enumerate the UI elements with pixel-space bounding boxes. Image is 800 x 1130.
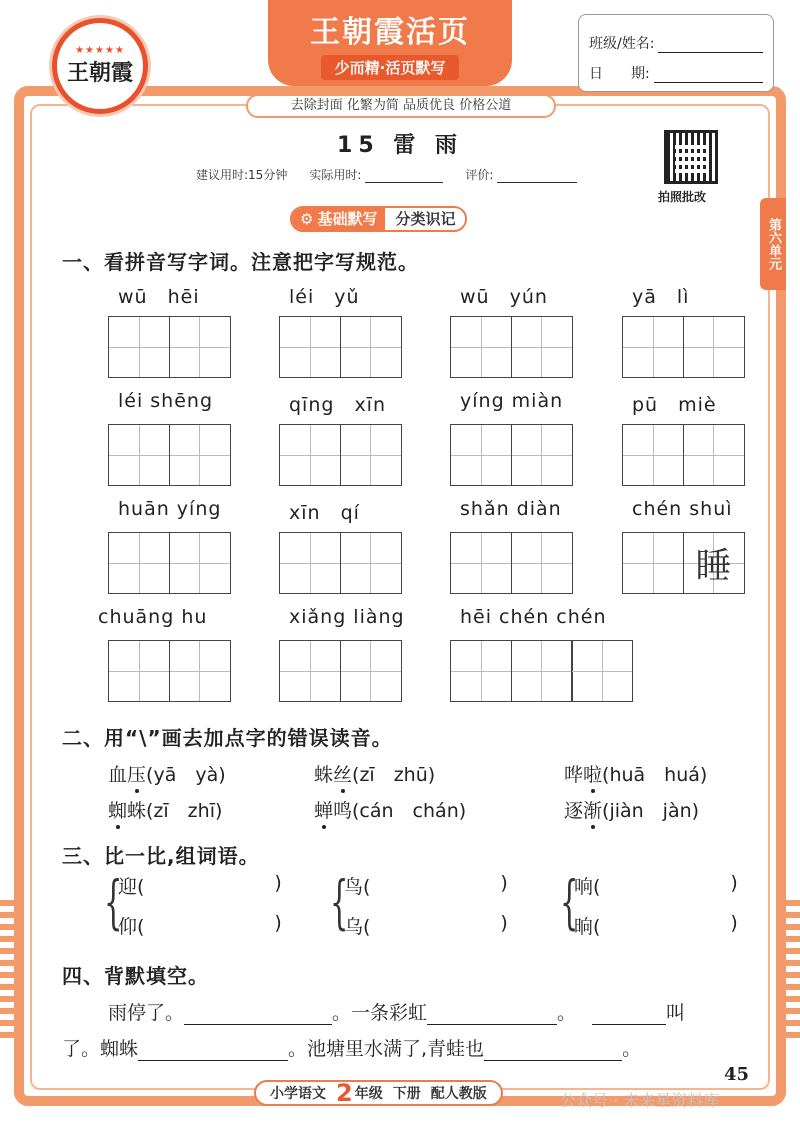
pinyin-text: xīn qí bbox=[289, 502, 360, 524]
gear-icon: ⚙ bbox=[300, 210, 314, 228]
left-stripes bbox=[0, 900, 14, 1040]
pinyin-text: yíng miàn bbox=[460, 390, 564, 412]
writing-box[interactable] bbox=[108, 316, 170, 378]
pinyin-text: wū hēi bbox=[118, 286, 200, 308]
pinyin-text: shǎn diàn bbox=[460, 498, 562, 520]
footer-term: 下册 bbox=[392, 1086, 421, 1102]
pronunciation-item: 血压(yā yà) bbox=[108, 760, 226, 787]
dotted-char: 啦 bbox=[583, 760, 602, 787]
compare-line[interactable]: 鸟( ) bbox=[344, 872, 508, 898]
compare-line[interactable]: 乌( ) bbox=[344, 912, 508, 938]
writing-box[interactable] bbox=[340, 532, 402, 594]
brand-subtitle: 少而精·活页默写 bbox=[321, 55, 460, 80]
writing-box[interactable] bbox=[450, 424, 512, 486]
writing-box[interactable] bbox=[511, 532, 573, 594]
qr-code-icon[interactable] bbox=[664, 130, 718, 184]
section4-heading: 四、背默填空。 bbox=[62, 964, 209, 988]
compare-line[interactable]: 迎( ) bbox=[118, 872, 282, 898]
writing-box[interactable] bbox=[450, 532, 512, 594]
writing-box[interactable] bbox=[340, 316, 402, 378]
writing-box[interactable] bbox=[450, 316, 512, 378]
suggested-time: 建议用时:15分钟 bbox=[196, 168, 288, 182]
brand-banner bbox=[268, 0, 512, 86]
pinyin-text: chén shuì bbox=[632, 498, 733, 520]
brand-title: 王朝霞活页 bbox=[310, 14, 470, 50]
star-icon: ★★★★★ bbox=[75, 45, 125, 56]
logo-text: 王朝霞 bbox=[66, 60, 133, 86]
writing-box[interactable] bbox=[340, 640, 402, 702]
writing-box[interactable] bbox=[108, 424, 170, 486]
unit-tab: 第六单元 bbox=[760, 198, 786, 290]
footer-subject: 小学语文 bbox=[270, 1086, 326, 1102]
writing-box[interactable] bbox=[622, 532, 684, 594]
writing-box[interactable] bbox=[683, 532, 745, 594]
recite-blank-2[interactable] bbox=[427, 1003, 557, 1025]
brand-logo bbox=[52, 18, 148, 114]
section2-heading: 二、用“\”画去加点字的错误读音。 bbox=[62, 726, 393, 750]
student-info-box bbox=[578, 14, 774, 92]
recite-blank-3[interactable] bbox=[592, 1003, 666, 1025]
pinyin-text: hēi chén chén bbox=[460, 606, 607, 628]
rating-field[interactable] bbox=[497, 169, 577, 183]
badge-right: 分类识记 bbox=[385, 208, 465, 230]
writing-box[interactable] bbox=[169, 532, 231, 594]
writing-box[interactable] bbox=[169, 640, 231, 702]
page-number: 45 bbox=[724, 1064, 750, 1085]
writing-box[interactable] bbox=[450, 640, 512, 702]
date-label: 日 期: bbox=[589, 66, 650, 82]
class-name-field[interactable] bbox=[658, 35, 763, 53]
pinyin-text: huān yíng bbox=[118, 498, 222, 520]
pinyin-text: qīng xīn bbox=[289, 394, 387, 416]
footer-edition: 配人教版 bbox=[430, 1086, 487, 1102]
qr-label: 拍照批改 bbox=[658, 190, 707, 204]
lesson-title: 15 雷 雨 bbox=[337, 133, 463, 158]
brace-icon: { bbox=[104, 868, 123, 936]
dotted-char: 压 bbox=[127, 760, 146, 787]
writing-box[interactable] bbox=[169, 424, 231, 486]
badge-left: ⚙ 基础默写 bbox=[292, 208, 385, 230]
pinyin-text: pū miè bbox=[632, 394, 717, 416]
compare-line[interactable]: 仰( ) bbox=[118, 912, 282, 938]
section3-heading: 三、比一比,组词语。 bbox=[62, 844, 260, 868]
footer-grade-num: 2 bbox=[336, 1079, 353, 1107]
class-name-label: 班级/姓名: bbox=[589, 36, 655, 52]
pinyin-text: léi shēng bbox=[118, 390, 214, 412]
slogan: 去除封面 化繁为简 品质优良 价格公道 bbox=[246, 94, 556, 118]
writing-box[interactable] bbox=[279, 424, 341, 486]
pinyin-text: wū yún bbox=[460, 286, 548, 308]
writing-box[interactable] bbox=[340, 424, 402, 486]
writing-box[interactable] bbox=[108, 640, 170, 702]
writing-box[interactable] bbox=[571, 640, 633, 702]
brace-icon: { bbox=[330, 868, 349, 936]
pronunciation-item: 蛛丝(zī zhū) bbox=[314, 760, 435, 787]
writing-box[interactable] bbox=[511, 424, 573, 486]
pinyin-text: xiǎng liàng bbox=[289, 606, 405, 628]
pronunciation-item: 蜘蛛(zī zhī) bbox=[108, 796, 222, 823]
brace-icon: { bbox=[560, 868, 579, 936]
writing-box[interactable] bbox=[279, 316, 341, 378]
writing-box[interactable] bbox=[511, 640, 573, 702]
writing-box[interactable] bbox=[279, 640, 341, 702]
recite-blank-4[interactable] bbox=[138, 1039, 288, 1061]
dotted-char: 丝 bbox=[333, 760, 352, 787]
pronunciation-item: 哗啦(huā huá) bbox=[564, 760, 707, 787]
watermark: 公众号 · 未来星资料库 bbox=[560, 1091, 720, 1110]
writing-box[interactable] bbox=[511, 316, 573, 378]
section-badge bbox=[290, 206, 467, 232]
actual-time-field[interactable] bbox=[365, 169, 443, 183]
pronunciation-item: 蝉鸣(cán chán) bbox=[314, 796, 466, 823]
handwritten-char: 睡 bbox=[695, 545, 732, 587]
pinyin-text: yā lì bbox=[632, 286, 690, 308]
pronunciation-item: 逐渐(jiàn jàn) bbox=[564, 796, 699, 823]
recite-blank-5[interactable] bbox=[484, 1039, 622, 1061]
dotted-char: 蝉 bbox=[314, 796, 333, 823]
footer-grade: 年级 bbox=[354, 1086, 383, 1102]
section1-heading: 一、看拼音写字词。注意把字写规范。 bbox=[62, 250, 419, 274]
rating-label: 评价: bbox=[465, 168, 494, 182]
right-stripes bbox=[786, 900, 800, 1040]
dotted-char: 渐 bbox=[583, 796, 602, 823]
writing-box[interactable] bbox=[683, 316, 745, 378]
writing-box[interactable] bbox=[622, 424, 684, 486]
writing-box[interactable] bbox=[622, 316, 684, 378]
dotted-char: 蜘 bbox=[108, 796, 127, 823]
writing-box[interactable] bbox=[169, 316, 231, 378]
pinyin-text: chuāng hu bbox=[98, 606, 208, 628]
recite-blank-1[interactable] bbox=[184, 1003, 332, 1025]
date-field[interactable] bbox=[654, 65, 763, 83]
time-row bbox=[196, 166, 577, 183]
footer-badge bbox=[254, 1080, 503, 1106]
writing-box[interactable] bbox=[108, 532, 170, 594]
pinyin-text: léi yǔ bbox=[289, 286, 360, 308]
writing-box[interactable] bbox=[279, 532, 341, 594]
compare-line[interactable]: 晌( ) bbox=[574, 912, 738, 938]
recite-line-2: 了。蜘蛛 。池塘里水满了,青蛙也 。 bbox=[62, 1038, 642, 1060]
compare-line[interactable]: 响( ) bbox=[574, 872, 738, 898]
actual-time-label: 实际用时: bbox=[309, 168, 362, 182]
writing-box[interactable] bbox=[683, 424, 745, 486]
recite-line-1: 雨停了。 。一条彩虹 。 叫 bbox=[108, 1002, 686, 1024]
